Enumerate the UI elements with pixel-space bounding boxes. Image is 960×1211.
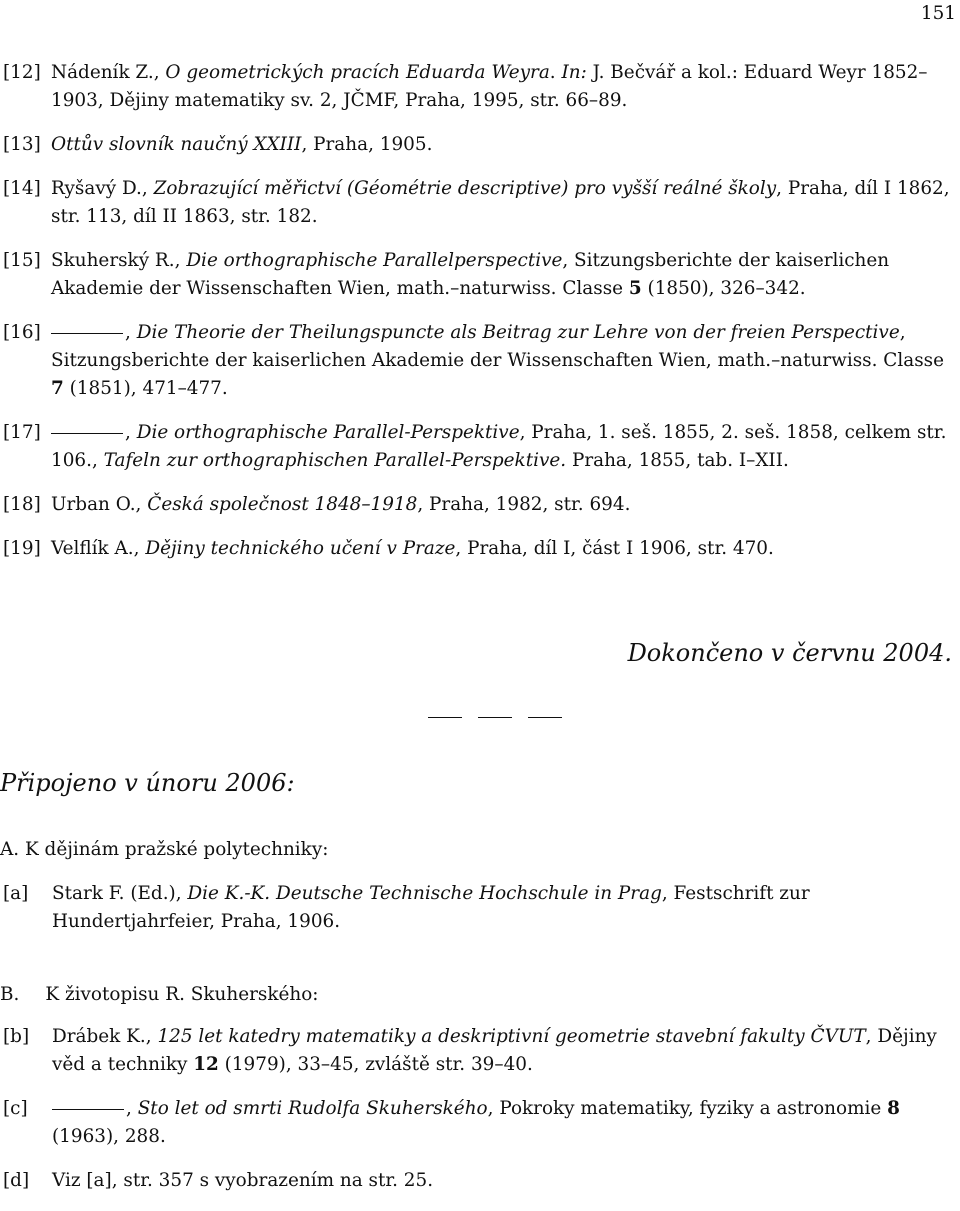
- reference-label: [12]: [3, 62, 41, 83]
- reference-segment: (1963), 288.: [52, 1126, 166, 1147]
- reference-label: [17]: [3, 422, 41, 443]
- reference-segment: , Praha, 1. seš. 1855, 2. seš. 1858, celkem str. 106.,: [51, 422, 947, 471]
- reference-segment: Praha, 1855, tab. I–XII.: [566, 450, 789, 471]
- reference-title: Dějiny technického učení v Praze: [145, 538, 456, 559]
- separator-dash: [528, 717, 562, 718]
- reference-segment: , Praha, díl I 1862, str. 113, díl II 1863, str. 182.: [51, 178, 950, 227]
- reference-title: Die orthographische Parallel-Perspektive: [136, 422, 520, 443]
- reference-title: 125 let katedry matematiky a deskriptivní geometrie stavební fakulty ČVUT: [157, 1026, 866, 1047]
- reference-title: In:: [561, 62, 587, 83]
- reference-segment: Viz [a], str. 357 s vyobrazením na str. 25.: [52, 1170, 434, 1191]
- reference-segment: ,: [125, 322, 137, 343]
- reference-segment: J. Bečvář a kol.: Eduard Weyr 1852–1903, Dějiny matematiky sv. 2, JČMF, Praha, 1995, str. 66–89.: [51, 62, 928, 111]
- reference-label: [c]: [3, 1098, 28, 1119]
- reference-list: [0, 59, 960, 579]
- reference-segment: , Praha, díl I, část I 1906, str. 470.: [455, 538, 774, 559]
- reference-label: [13]: [3, 134, 41, 155]
- reference-label: [a]: [3, 883, 29, 904]
- reference-segment: (1850), 326–342.: [641, 278, 806, 299]
- reference-title: Zobrazující měřictví (Géométrie descriptive) pro vyšší reálné školy: [153, 178, 777, 199]
- section-b-heading: [0, 981, 318, 1009]
- reference-volume: 12: [193, 1054, 219, 1075]
- reference-title: O geometrických pracích Eduarda Weyra: [165, 62, 550, 83]
- separator-dash: [428, 717, 462, 718]
- reference-label: [b]: [3, 1026, 30, 1047]
- reference-entry: [0, 131, 960, 159]
- reference-entry: [0, 175, 960, 231]
- reference-segment: , Praha, 1982, str. 694.: [417, 494, 631, 515]
- reference-entry: [0, 1095, 960, 1151]
- reference-entry: [0, 247, 960, 303]
- reference-text: [51, 322, 944, 399]
- reference-title: Die orthographische Parallelperspective: [186, 250, 563, 271]
- completion-note: Dokončeno v červnu 2004.: [627, 639, 952, 667]
- reference-label: [d]: [3, 1170, 30, 1191]
- reference-text: [51, 250, 889, 299]
- reference-segment: Stark F. (Ed.),: [52, 883, 188, 904]
- reference-entry: [0, 59, 960, 115]
- reference-segment: ,: [126, 1098, 138, 1119]
- reference-text: [51, 62, 928, 111]
- page-number: 151: [920, 3, 956, 24]
- reference-title: Sto let od smrti Rudolfa Skuherského: [137, 1098, 488, 1119]
- reference-segment: .: [549, 62, 562, 83]
- reference-title: Die K.-K. Deutsche Technische Hochschule in Prag: [187, 883, 662, 904]
- reference-title: Česká společnost 1848–1918: [147, 494, 418, 515]
- reference-segment: , Pokroky matematiky, fyziky a astronomie: [487, 1098, 888, 1119]
- reference-segment: , Praha, 1905.: [301, 134, 433, 155]
- reference-text: [51, 422, 946, 471]
- reference-segment: , Festschrift zur Hundertjahrfeier, Praha, 1906.: [52, 883, 810, 932]
- separator-dash: [478, 717, 512, 718]
- reference-label: [18]: [3, 494, 41, 515]
- reference-text: [51, 494, 630, 515]
- reference-entry: [0, 1023, 960, 1079]
- reference-segment: , Dějiny věd a techniky: [52, 1026, 937, 1075]
- reference-segment: Nádeník Z.,: [51, 62, 166, 83]
- reference-text: [52, 883, 810, 932]
- reference-volume: 5: [628, 278, 642, 299]
- reference-label: [14]: [3, 178, 41, 199]
- reference-title: Tafeln zur orthographischen Parallel-Perspektive.: [103, 450, 567, 471]
- ditto-rule: [52, 1109, 124, 1110]
- ditto-rule: [51, 333, 123, 334]
- reference-volume: 8: [887, 1098, 900, 1119]
- ditto-rule: [51, 433, 123, 434]
- reference-entry: [0, 1167, 960, 1195]
- reference-label: [15]: [3, 250, 41, 271]
- reference-text: [52, 1170, 433, 1191]
- reference-text: [51, 178, 950, 227]
- list-b: [0, 1023, 960, 1211]
- reference-segment: (1979), 33–45, zvláště str. 39–40.: [218, 1054, 533, 1075]
- reference-volume: 7: [51, 378, 64, 399]
- reference-segment: Ryšavý D.,: [51, 178, 154, 199]
- reference-entry: [0, 319, 960, 403]
- reference-text: [52, 1098, 900, 1147]
- section-b-label: B.: [0, 984, 20, 1005]
- separator: [428, 717, 562, 718]
- reference-text: [51, 538, 774, 559]
- reference-segment: Drábek K.,: [52, 1026, 158, 1047]
- reference-entry: [0, 880, 960, 936]
- section-b-text: K životopisu R. Skuherského:: [45, 984, 319, 1005]
- reference-entry: [0, 419, 960, 475]
- reference-text: [51, 134, 432, 155]
- reference-entry: [0, 535, 960, 563]
- reference-segment: (1851), 471–477.: [63, 378, 228, 399]
- list-a: [0, 880, 960, 952]
- reference-text: [52, 1026, 937, 1075]
- reference-title: Die Theorie der Theilungspuncte als Beitrag zur Lehre von der freien Perspective: [136, 322, 900, 343]
- section-a-heading: A. K dějinám pražské polytechniky:: [0, 839, 329, 860]
- reference-segment: Velflík A.,: [51, 538, 146, 559]
- reference-label: [16]: [3, 322, 41, 343]
- reference-segment: ,: [125, 422, 137, 443]
- reference-label: [19]: [3, 538, 41, 559]
- reference-entry: [0, 491, 960, 519]
- reference-segment: , Sitzungsberichte der kaiserlichen Akademie der Wissenschaften Wien, math.–naturwiss. Classe: [51, 322, 944, 371]
- reference-segment: Urban O.,: [51, 494, 148, 515]
- appended-heading: Připojeno v únoru 2006:: [0, 769, 295, 797]
- reference-title: Ottův slovník naučný XXIII: [51, 134, 302, 155]
- reference-segment: , Sitzungsberichte der kaiserlichen Akademie der Wissenschaften Wien, math.–naturwiss. Classe: [51, 250, 890, 299]
- reference-segment: Skuherský R.,: [51, 250, 187, 271]
